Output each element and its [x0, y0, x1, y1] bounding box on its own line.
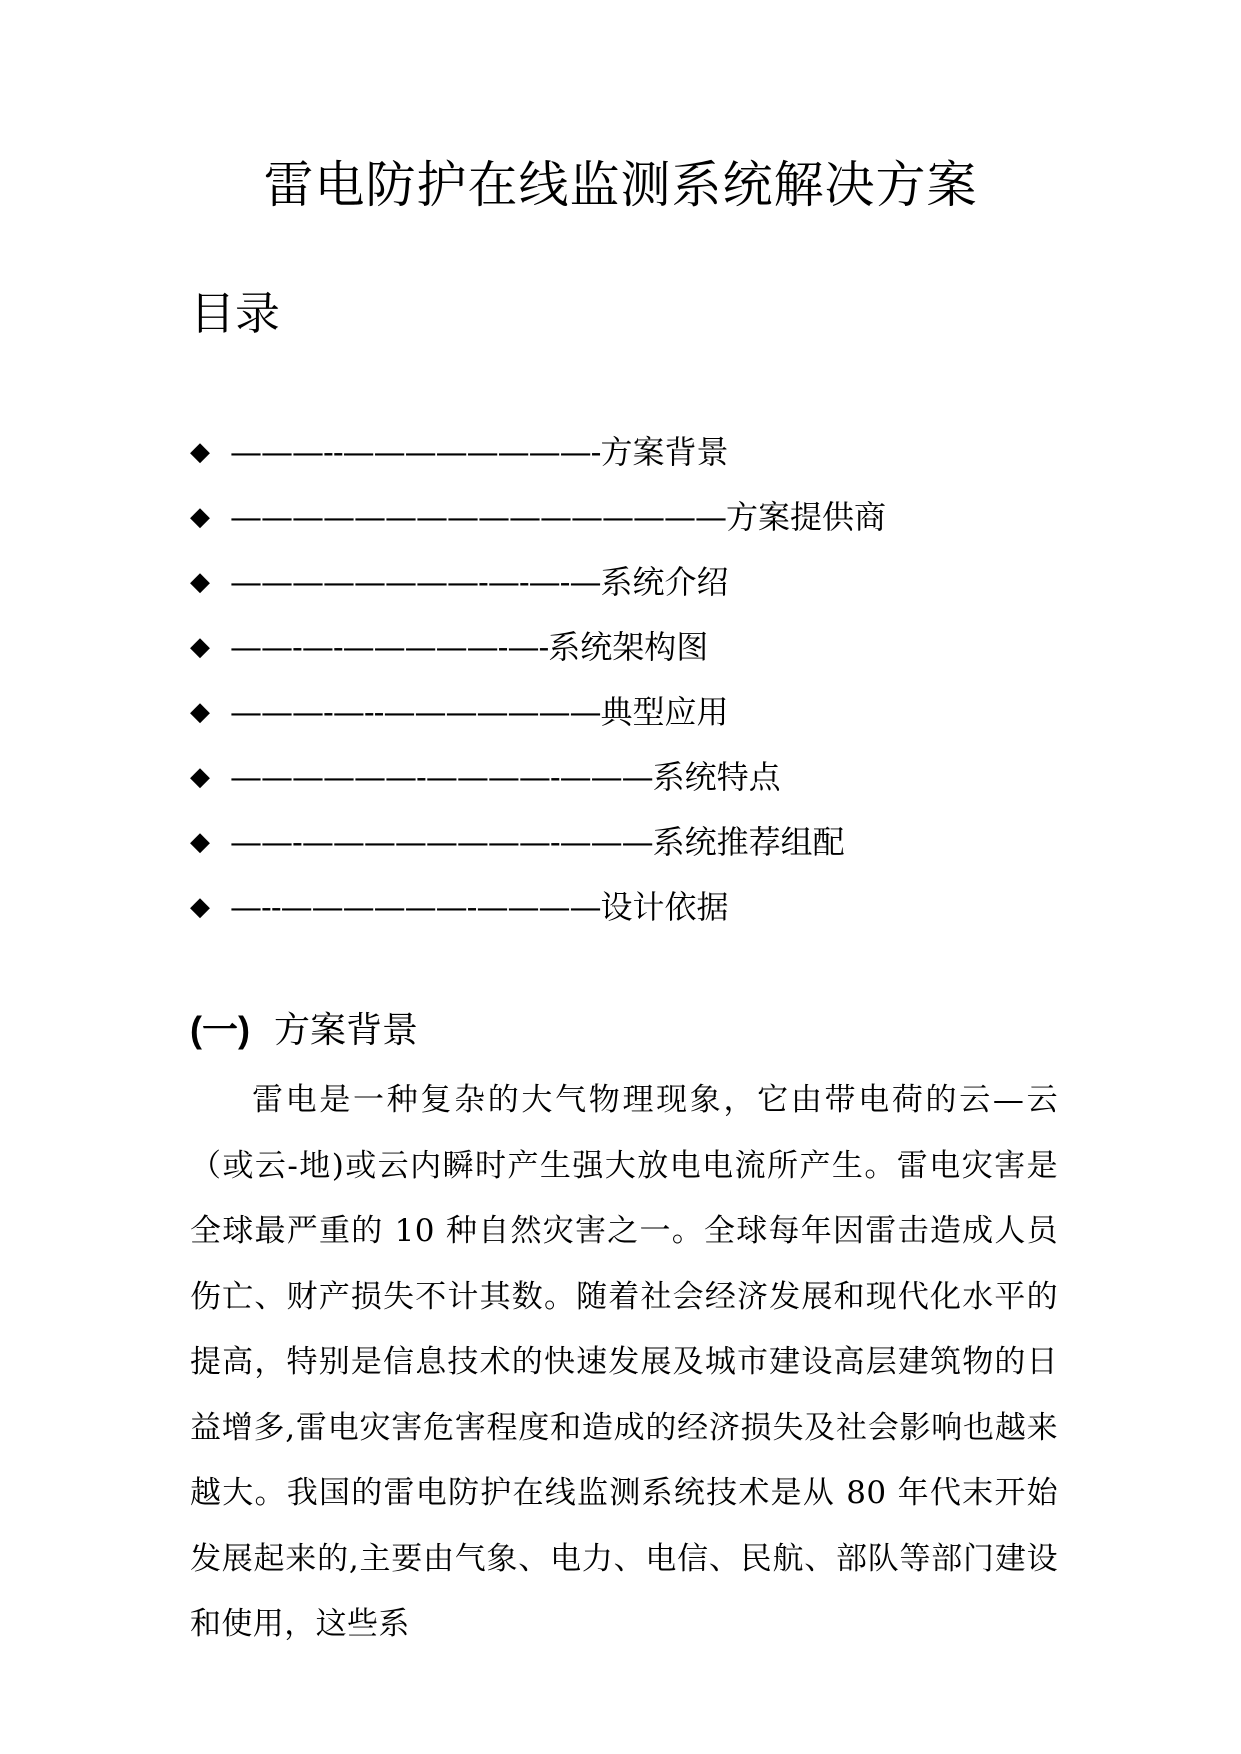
toc-leader: ———-—--———————	[230, 693, 601, 731]
section-body-paragraph: 雷电是一种复杂的大气物理现象，它由带电荷的云—云（或云-地)或云内瞬时产生强大放电电流所产生。雷电灾害是全球最严重的 10 种自然灾害之一。全球每年因雷击造成人员伤亡、财产损失不计其数。随着社会经济发展和现代化水平的提高，特别是信息技术的快速发展及城市建设高层建筑物的日益增多,雷电灾害危害程度和造成的经济损失及社会影响也越来越大。我国的雷电防护在线监测系统技术是从 80 年代末开始发展起来的,主要由气象、电力、电信、民航、部队等部门建设和使用，这些系	[190, 1082, 1058, 1642]
toc-item[interactable]	[190, 550, 886, 615]
toc-leader: ——————-————-———	[230, 758, 653, 796]
diamond-bullet-icon: ◆	[190, 697, 210, 727]
toc-item[interactable]	[190, 680, 886, 745]
diamond-bullet-icon: ◆	[190, 762, 210, 792]
toc-label: 方案提供商	[726, 498, 887, 536]
toc-leader: ——-—-—————-—-	[230, 628, 549, 666]
table-of-contents	[190, 420, 886, 940]
diamond-bullet-icon: ◆	[190, 437, 210, 467]
toc-item[interactable]	[190, 615, 886, 680]
toc-item[interactable]	[190, 485, 886, 550]
toc-item[interactable]	[190, 875, 886, 940]
document-title: 雷电防护在线监测系统解决方案	[263, 156, 978, 214]
toc-leader: —--——————-————	[230, 888, 601, 926]
toc-item[interactable]	[190, 810, 886, 875]
section-heading	[190, 1000, 418, 1061]
diamond-bullet-icon: ◆	[190, 827, 210, 857]
toc-label: 系统架构图	[548, 628, 709, 666]
section-number: (一)	[190, 1009, 250, 1050]
diamond-bullet-icon: ◆	[190, 892, 210, 922]
toc-label: 系统推荐组配	[652, 823, 845, 861]
toc-label: 方案背景	[600, 433, 729, 471]
toc-leader: ———--————————-	[230, 433, 601, 471]
toc-leader: ————————————————	[230, 498, 726, 536]
toc-label: 系统介绍	[600, 563, 729, 601]
toc-label: 系统特点	[652, 758, 781, 796]
toc-label: 典型应用	[600, 693, 729, 731]
toc-leader: ——-————————-———	[230, 823, 653, 861]
section-title: 方案背景	[273, 1010, 418, 1051]
diamond-bullet-icon: ◆	[190, 502, 210, 532]
toc-label: 设计依据	[600, 888, 729, 926]
toc-leader: ————————-—-—-—	[230, 563, 601, 601]
diamond-bullet-icon: ◆	[190, 567, 210, 597]
toc-heading: 目录	[190, 287, 281, 340]
diamond-bullet-icon: ◆	[190, 632, 210, 662]
toc-item[interactable]	[190, 420, 886, 485]
toc-item[interactable]	[190, 745, 886, 810]
